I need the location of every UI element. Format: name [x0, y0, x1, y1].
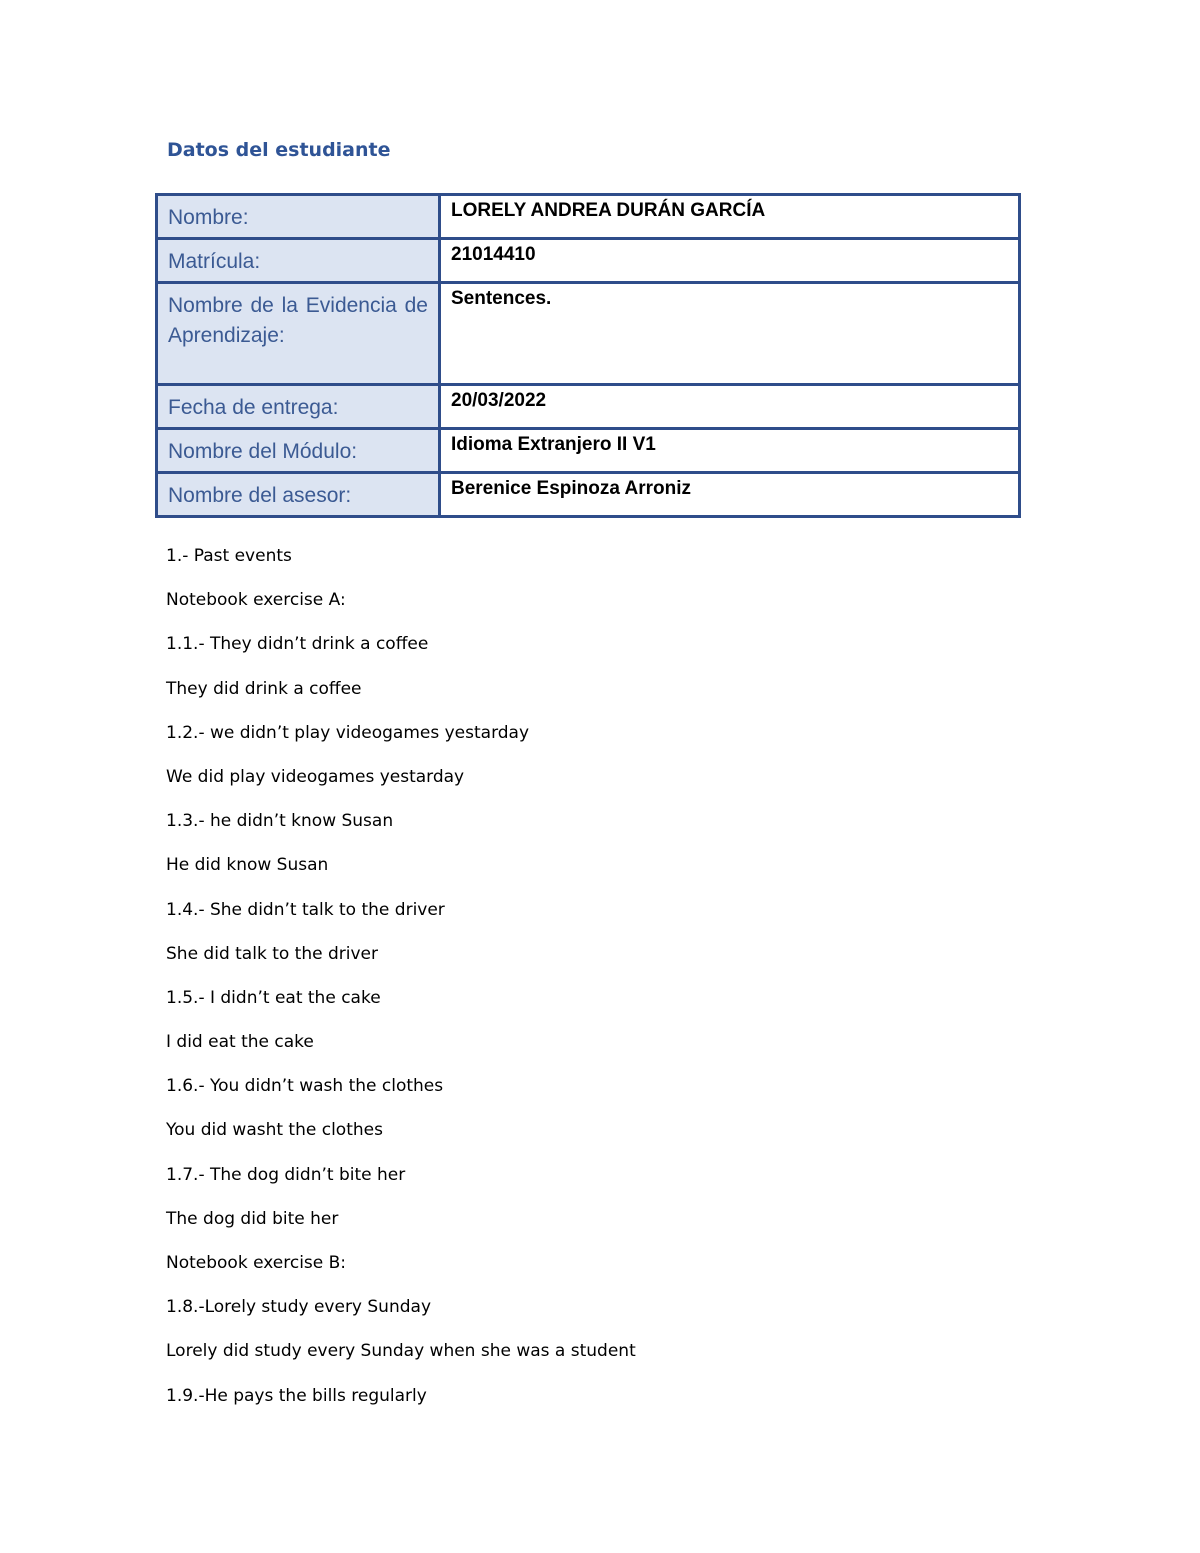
- value-evidencia: Sentences.: [440, 283, 1020, 385]
- table-row: [157, 239, 1020, 283]
- label-evidencia: Nombre de la Evidencia de Aprendizaje:: [157, 283, 440, 385]
- sentence-line: 1.2.- we didn’t play videogames yestarday: [166, 722, 530, 743]
- sentence-line: 1.1.- They didn’t drink a coffee: [166, 634, 429, 655]
- sentence-line: 1.7.- The dog didn’t bite her: [166, 1164, 406, 1185]
- section-heading: Datos del estudiante: [167, 139, 391, 161]
- value-fecha: 20/03/2022: [440, 385, 1020, 429]
- sentence-line: We did play videogames yestarday: [166, 766, 465, 787]
- sentence-line: She did talk to the driver: [166, 943, 378, 964]
- exercise-lines: [166, 542, 636, 1426]
- value-nombre: LORELY ANDREA DURÁN GARCÍA: [440, 195, 1020, 239]
- student-data-table: [155, 193, 1021, 518]
- sentence-line: 1.5.- I didn’t eat the cake: [166, 987, 381, 1008]
- label-nombre: Nombre:: [157, 195, 440, 239]
- label-fecha: Fecha de entrega:: [157, 385, 440, 429]
- sentence-line: 1.9.-He pays the bills regularly: [166, 1385, 427, 1406]
- table-row: [157, 195, 1020, 239]
- sentence-line: They did drink a coffee: [166, 678, 362, 699]
- sentence-line: He did know Susan: [166, 855, 329, 876]
- sentence-line: 1.4.- She didn’t talk to the driver: [166, 899, 445, 920]
- sentence-line: 1.3.- he didn’t know Susan: [166, 811, 394, 832]
- value-matricula: 21014410: [440, 239, 1020, 283]
- label-asesor: Nombre del asesor:: [157, 473, 440, 517]
- sentence-line: The dog did bite her: [166, 1208, 339, 1229]
- exercise-title: Notebook exercise B:: [166, 1253, 347, 1273]
- sentence-line: Lorely did study every Sunday when she was a student: [166, 1341, 636, 1362]
- label-matricula: Matrícula:: [157, 239, 440, 283]
- section-title: 1.- Past events: [166, 546, 292, 566]
- sentence-line: You did washt the clothes: [166, 1120, 383, 1141]
- exercise-title: Notebook exercise A:: [166, 590, 346, 611]
- table-row: [157, 429, 1020, 473]
- table-row: [157, 283, 1020, 385]
- table-row: [157, 473, 1020, 517]
- sentence-line: I did eat the cake: [166, 1032, 314, 1053]
- value-modulo: Idioma Extranjero II V1: [440, 429, 1020, 473]
- sentence-line: 1.6.- You didn’t wash the clothes: [166, 1076, 444, 1097]
- table-row: [157, 385, 1020, 429]
- value-asesor: Berenice Espinoza Arroniz: [440, 473, 1020, 517]
- sentence-line: 1.8.-Lorely study every Sunday: [166, 1297, 432, 1318]
- label-modulo: Nombre del Módulo:: [157, 429, 440, 473]
